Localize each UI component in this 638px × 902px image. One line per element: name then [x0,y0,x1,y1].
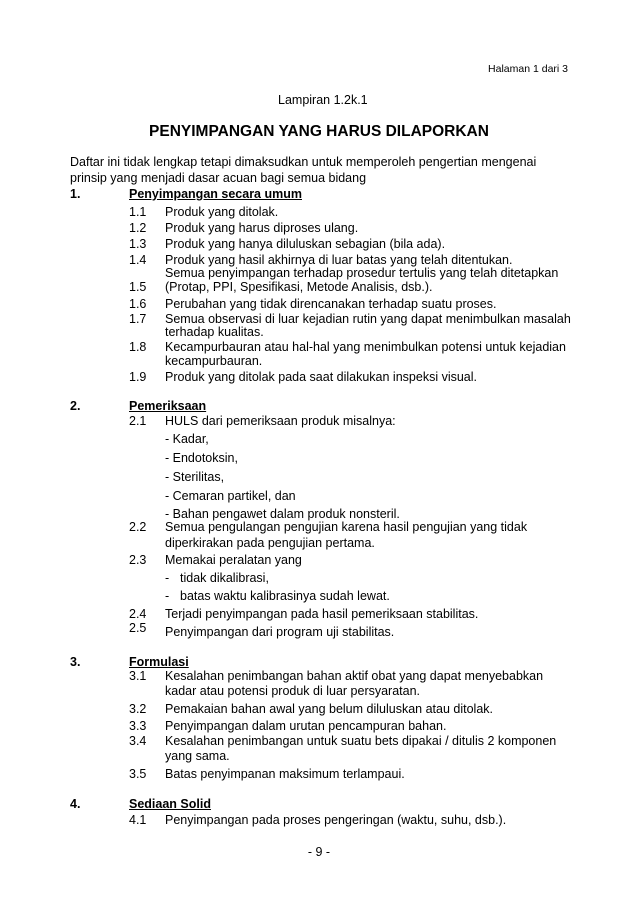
item-2-3-sub-1-text: tidak dikalibrasi, [180,571,269,585]
item-1-1-text: Produk yang ditolak. [165,205,279,219]
section-3-title: Formulasi [129,655,189,669]
item-1-6-number: 1.6 [129,297,147,311]
item-1-3-number: 1.3 [129,237,147,251]
item-1-1-number: 1.1 [129,205,147,219]
item-1-5-text-line-1: Semua penyimpangan terhadap prosedur tertulis yang telah ditetapkan [165,266,559,280]
item-2-1-sub-4: - Cemaran partikel, dan [165,489,296,503]
item-3-5-number: 3.5 [129,767,147,781]
item-2-4-text: Terjadi penyimpangan pada hasil pemeriksaan stabilitas. [165,607,479,621]
item-2-1-sub-2: - Endotoksin, [165,451,238,465]
item-1-8-text-line-2: kecampurbauran. [165,354,263,368]
page-number: - 9 - [307,845,331,859]
item-2-1-number: 2.1 [129,414,147,428]
item-2-4-number: 2.4 [129,607,147,621]
item-3-2-number: 3.2 [129,702,147,716]
item-1-2-number: 1.2 [129,221,147,235]
item-2-2-text-line-2: diperkirakan pada pengujian pertama. [165,536,375,550]
item-2-1-sub-5: - Bahan pengawet dalam produk nonsteril. [165,507,400,521]
item-3-5-text: Batas penyimpanan maksimum terlampaui. [165,767,405,781]
item-3-4-text-line-2: yang sama. [165,749,230,763]
item-1-4-number: 1.4 [129,253,147,267]
item-3-3-number: 3.3 [129,719,147,733]
item-1-9-text: Produk yang ditolak pada saat dilakukan inspeksi visual. [165,370,477,384]
item-3-3-text: Penyimpangan dalam urutan pencampuran bahan. [165,719,447,733]
item-3-2-text: Pemakaian bahan awal yang belum diluluskan atau ditolak. [165,702,493,716]
item-3-4-text-line-1: Kesalahan penimbangan untuk suatu bets dipakai / ditulis 2 komponen [165,734,557,748]
section-2-number: 2. [70,399,81,413]
item-1-5-text-line-2: (Protap, PPI, Spesifikasi, Metode Analisis, dsb.). [165,280,433,294]
item-1-7-number: 1.7 [129,312,147,326]
item-3-1-text-line-1: Kesalahan penimbangan bahan aktif obat yang dapat menyebabkan [165,669,544,683]
item-2-2-text-line-1: Semua pengulangan pengujian karena hasil pengujian yang tidak [165,520,528,534]
item-1-9-number: 1.9 [129,370,147,384]
item-2-3-number: 2.3 [129,553,147,567]
item-4-1-number: 4.1 [129,813,147,827]
lampiran-label: Lampiran 1.2k.1 [278,93,368,107]
item-3-4-number: 3.4 [129,734,147,748]
page-title: PENYIMPANGAN YANG HARUS DILAPORKAN [149,123,489,140]
item-3-1-number: 3.1 [129,669,147,683]
intro-line-1: Daftar ini tidak lengkap tetapi dimaksudkan untuk memperoleh pengertian mengenai [70,155,537,169]
item-1-3-text: Produk yang hanya diluluskan sebagian (bila ada). [165,237,446,251]
section-1-number: 1. [70,187,81,201]
item-2-5-text: Penyimpangan dari program uji stabilitas. [165,625,395,639]
item-3-1-text-line-2: kadar atau potensi produk di luar persyaratan. [165,684,421,698]
section-3-number: 3. [70,655,81,669]
item-2-3-text: Memakai peralatan yang [165,553,302,567]
section-2-title: Pemeriksaan [129,399,207,413]
section-1-title: Penyimpangan secara umum [129,187,302,201]
item-2-3-sub-2-text: batas waktu kalibrasinya sudah lewat. [180,589,390,603]
item-2-3-sub-1-dash: - [165,571,170,585]
item-1-7-text-line-2: terhadap kualitas. [165,325,264,339]
item-2-1-sub-1: - Kadar, [165,432,209,446]
item-2-5-number: 2.5 [129,621,147,635]
item-2-3-sub-2-dash: - [165,589,170,603]
item-2-2-number: 2.2 [129,520,147,534]
item-1-8-number: 1.8 [129,340,147,354]
section-4-number: 4. [70,797,81,811]
item-4-1-text: Penyimpangan pada proses pengeringan (waktu, suhu, dsb.). [165,813,507,827]
item-1-4-text: Produk yang hasil akhirnya di luar batas yang telah ditentukan. [165,253,513,267]
section-4-title: Sediaan Solid [129,797,211,811]
intro-line-2: prinsip yang menjadi dasar acuan bagi semua bidang [70,171,367,185]
item-2-1-text: HULS dari pemeriksaan produk misalnya: [165,414,396,428]
item-1-6-text: Perubahan yang tidak direncanakan terhadap suatu proses. [165,297,497,311]
item-2-1-sub-3: - Sterilitas, [165,470,225,484]
item-1-5-number: 1.5 [129,280,147,294]
item-1-8-text-line-1: Kecampurbauran atau hal-hal yang menimbulkan potensi untuk kejadian [165,340,566,354]
item-1-2-text: Produk yang harus diproses ulang. [165,221,359,235]
item-1-7-text-line-1: Semua observasi di luar kejadian rutin yang dapat menimbulkan masalah [165,312,571,326]
page-info: Halaman 1 dari 3 [488,63,568,75]
